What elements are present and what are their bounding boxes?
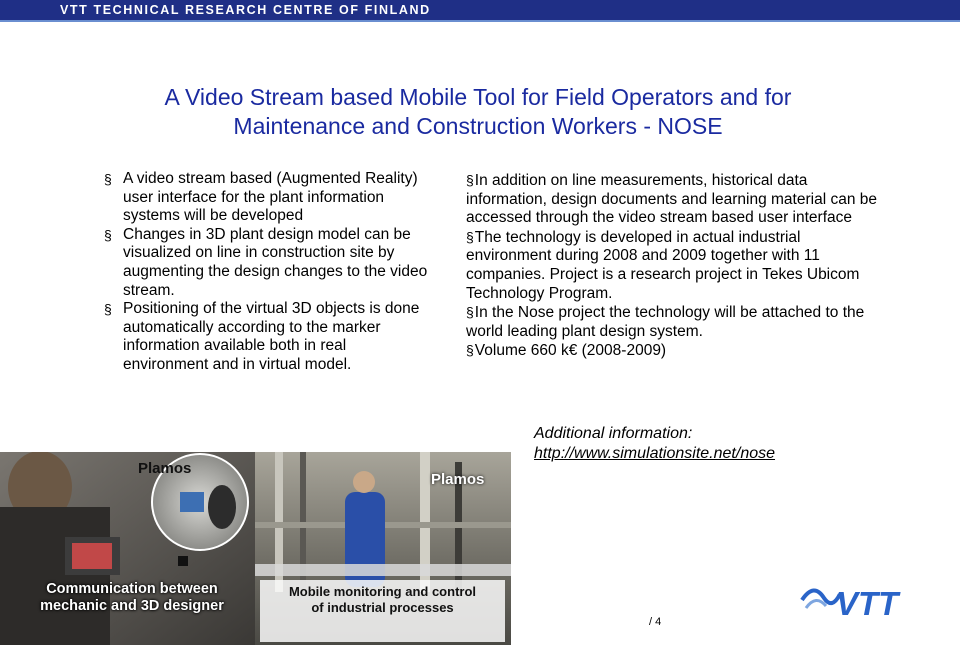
header-org-name: VTT TECHNICAL RESEARCH CENTRE OF FINLAND <box>60 3 431 17</box>
caption-line: mechanic and 3D designer <box>40 598 224 614</box>
bullet-line: user interface for the plant information <box>123 188 385 206</box>
bullet-line: automatically according to the marker <box>123 318 381 336</box>
slide-title <box>0 83 956 141</box>
bullet-item <box>104 170 464 226</box>
bullet-item <box>466 171 936 228</box>
bullet-item <box>104 226 464 300</box>
bullet-line: augmenting the design changes to the video <box>123 262 428 280</box>
bullet-line: environment and in virtual model. <box>123 355 352 373</box>
photo-collage <box>0 452 511 645</box>
bullet-line: information available both in real <box>123 337 347 355</box>
additional-info-link[interactable]: http://www.simulationsite.net/nose <box>534 445 776 462</box>
bullet-mark: § <box>466 228 474 245</box>
bullet-item <box>104 300 464 374</box>
bullet-mark: § <box>104 226 112 243</box>
bullet-line: Positioning of the virtual 3D objects is done <box>123 300 420 318</box>
plamos-label-right: Plamos <box>431 471 485 488</box>
bullet-line: stream. <box>123 281 175 299</box>
bullet-line: visualized on line in construction site by <box>123 244 395 262</box>
bullet-line-first <box>466 171 936 191</box>
vtt-logo <box>800 572 920 622</box>
bullet-text: In addition on line measurements, historical data <box>474 172 808 189</box>
bullet-mark: § <box>104 171 112 187</box>
vtt-logo-graphic <box>800 572 920 622</box>
bullet-text: Volume 660 k€ (2008-2009) <box>474 342 667 360</box>
bullet-item <box>466 341 936 361</box>
left-bullet-list <box>104 170 464 375</box>
bullet-text: In the Nose project the technology will be attached to the <box>474 304 865 322</box>
bullet-item <box>466 228 936 303</box>
bullet-text: The technology is developed in actual industrial <box>474 228 801 246</box>
bullet-line: information, design documents and learning material can be <box>466 190 877 208</box>
bullet-line: systems will be developed <box>123 207 304 225</box>
slide-title-line-1: A Video Stream based Mobile Tool for Field Operators and for <box>164 84 792 110</box>
bullet-mark: § <box>104 301 112 318</box>
bullet-line: Changes in 3D plant design model can be <box>123 225 411 243</box>
additional-info-label: Additional information: <box>534 425 693 442</box>
caption-communication <box>22 581 242 615</box>
bullet-line-first <box>466 303 936 323</box>
plamos-label-left: Plamos <box>138 460 192 477</box>
right-bullet-list <box>466 171 936 361</box>
bullet-mark: § <box>466 172 474 188</box>
bullet-mark: § <box>466 304 474 321</box>
bullet-item <box>466 303 936 341</box>
bullet-line: world leading plant design system. <box>466 322 703 340</box>
slide-title-line-2: Maintenance and Construction Workers - NOSE <box>233 113 723 139</box>
bullet-line: companies. Project is a research project in Tekes Ubicom <box>466 265 860 283</box>
caption-line: Mobile monitoring and control <box>288 584 477 599</box>
bullet-line: A video stream based (Augmented Reality) <box>123 170 418 187</box>
caption-line: of industrial processes <box>311 600 454 615</box>
page-number: / 4 <box>649 616 662 628</box>
bullet-line-first <box>466 228 936 248</box>
bullet-line-first <box>466 341 936 361</box>
bullet-line: Technology Program. <box>466 284 613 302</box>
header-bar <box>0 0 960 22</box>
caption-line: Communication between <box>46 581 218 597</box>
bullet-line: accessed through the video stream based user interface <box>466 209 853 227</box>
caption-monitoring <box>260 580 505 642</box>
vtt-logo-text: VTT <box>836 585 899 622</box>
bullet-mark: § <box>466 342 474 359</box>
bullet-line: environment during 2008 and 2009 together with 11 <box>466 247 820 265</box>
